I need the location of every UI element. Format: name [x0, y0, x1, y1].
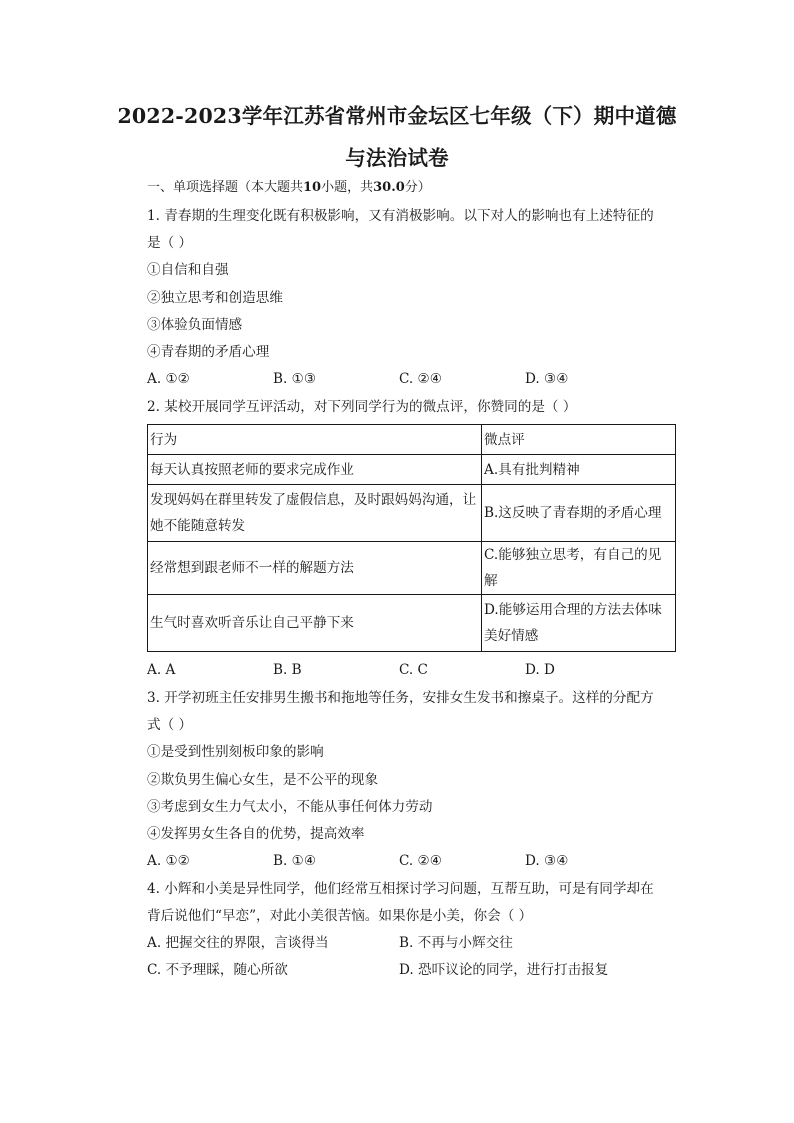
q2-option-b: B. B	[273, 662, 302, 678]
q2-option-a: A. A	[147, 662, 176, 678]
q2-table	[147, 424, 676, 652]
q3-option-c: C. ②④	[399, 853, 442, 869]
section-mid: 小题，共	[321, 180, 374, 195]
section-heading	[147, 179, 431, 197]
table-cell: 生气时喜欢听音乐让自己平静下来	[148, 595, 482, 652]
table-header-row	[148, 425, 676, 455]
table-cell: 发现妈妈在群里转发了虚假信息，及时跟妈妈沟通，让她不能随意转发	[148, 485, 482, 542]
q3-item: ③考虑到女生力气太小，不能从事任何体力劳动	[147, 799, 433, 815]
question-count: 10	[303, 180, 322, 195]
q1-option-b: B. ①③	[273, 371, 317, 387]
q1-item: ④青春期的矛盾心理	[147, 344, 270, 360]
q1-item: ③体验负面情感	[147, 317, 243, 333]
q4-stem-line2: 背后说他们“早恋”，对此小美很苦恼。如果你是小美，你会（ ）	[147, 908, 533, 924]
table-header-cell: 微点评	[482, 425, 676, 455]
table-row	[148, 485, 676, 542]
section-label: 一、单项选择题（本大题共	[147, 180, 304, 195]
table-row	[148, 542, 676, 595]
total-score: 30.0	[373, 180, 405, 195]
table-header-cell: 行为	[148, 425, 482, 455]
table-row	[148, 595, 676, 652]
q3-stem-line1: 3. 开学初班主任安排男生搬书和拖地等任务，安排女生发书和擦桌子。这样的分配方	[147, 690, 654, 706]
q2-option-d: D. D	[525, 662, 555, 678]
q4-option-b: B. 不再与小辉交往	[399, 935, 513, 951]
q4-option-d: D. 恐吓议论的同学，进行打击报复	[399, 962, 609, 978]
q1-option-c: C. ②④	[399, 371, 442, 387]
q3-stem-line2: 式（ ）	[147, 717, 193, 733]
q4-stem-line1: 4. 小辉和小美是异性同学，他们经常互相探讨学习问题，互帮互助，可是有同学却在	[147, 881, 654, 897]
exam-title-line1: 2022-2023学年江苏省常州市金坛区七年级（下）期中道德	[117, 104, 677, 128]
q3-item: ②欺负男生偏心女生，是不公平的现象	[147, 772, 379, 788]
table-cell: B.这反映了青春期的矛盾心理	[482, 485, 676, 542]
exam-title-line2: 与法治试卷	[345, 146, 449, 170]
table-cell: 经常想到跟老师不一样的解题方法	[148, 542, 482, 595]
q1-option-a: A. ①②	[147, 371, 190, 387]
table-row	[148, 455, 676, 485]
q3-option-d: D. ③④	[525, 853, 569, 869]
q2-option-c: C. C	[399, 662, 428, 678]
table-cell: 每天认真按照老师的要求完成作业	[148, 455, 482, 485]
q3-option-a: A. ①②	[147, 853, 190, 869]
section-end: 分）	[404, 180, 431, 195]
table-cell: C.能够独立思考，有自己的见解	[482, 542, 676, 595]
q4-option-c: C. 不予理睬，随心所欲	[147, 962, 288, 978]
q2-stem: 2. 某校开展同学互评活动，对下列同学行为的微点评，你赞同的是（ ）	[147, 399, 577, 415]
q1-item: ①自信和自强	[147, 262, 229, 278]
q1-stem-line2: 是（ ）	[147, 235, 193, 251]
q3-item: ④发挥男女生各自的优势，提高效率	[147, 826, 365, 842]
q3-item: ①是受到性别刻板印象的影响	[147, 744, 324, 760]
q1-item: ②独立思考和创造思维	[147, 290, 283, 306]
q3-option-b: B. ①④	[273, 853, 317, 869]
q4-option-a: A. 把握交往的界限，言谈得当	[147, 935, 329, 951]
table-cell: D.能够运用合理的方法去体味美好情感	[482, 595, 676, 652]
table-cell: A.具有批判精神	[482, 455, 676, 485]
q1-option-d: D. ③④	[525, 371, 569, 387]
q1-stem-line1: 1. 青春期的生理变化既有积极影响，又有消极影响。以下对人的影响也有上述特征的	[147, 208, 654, 224]
